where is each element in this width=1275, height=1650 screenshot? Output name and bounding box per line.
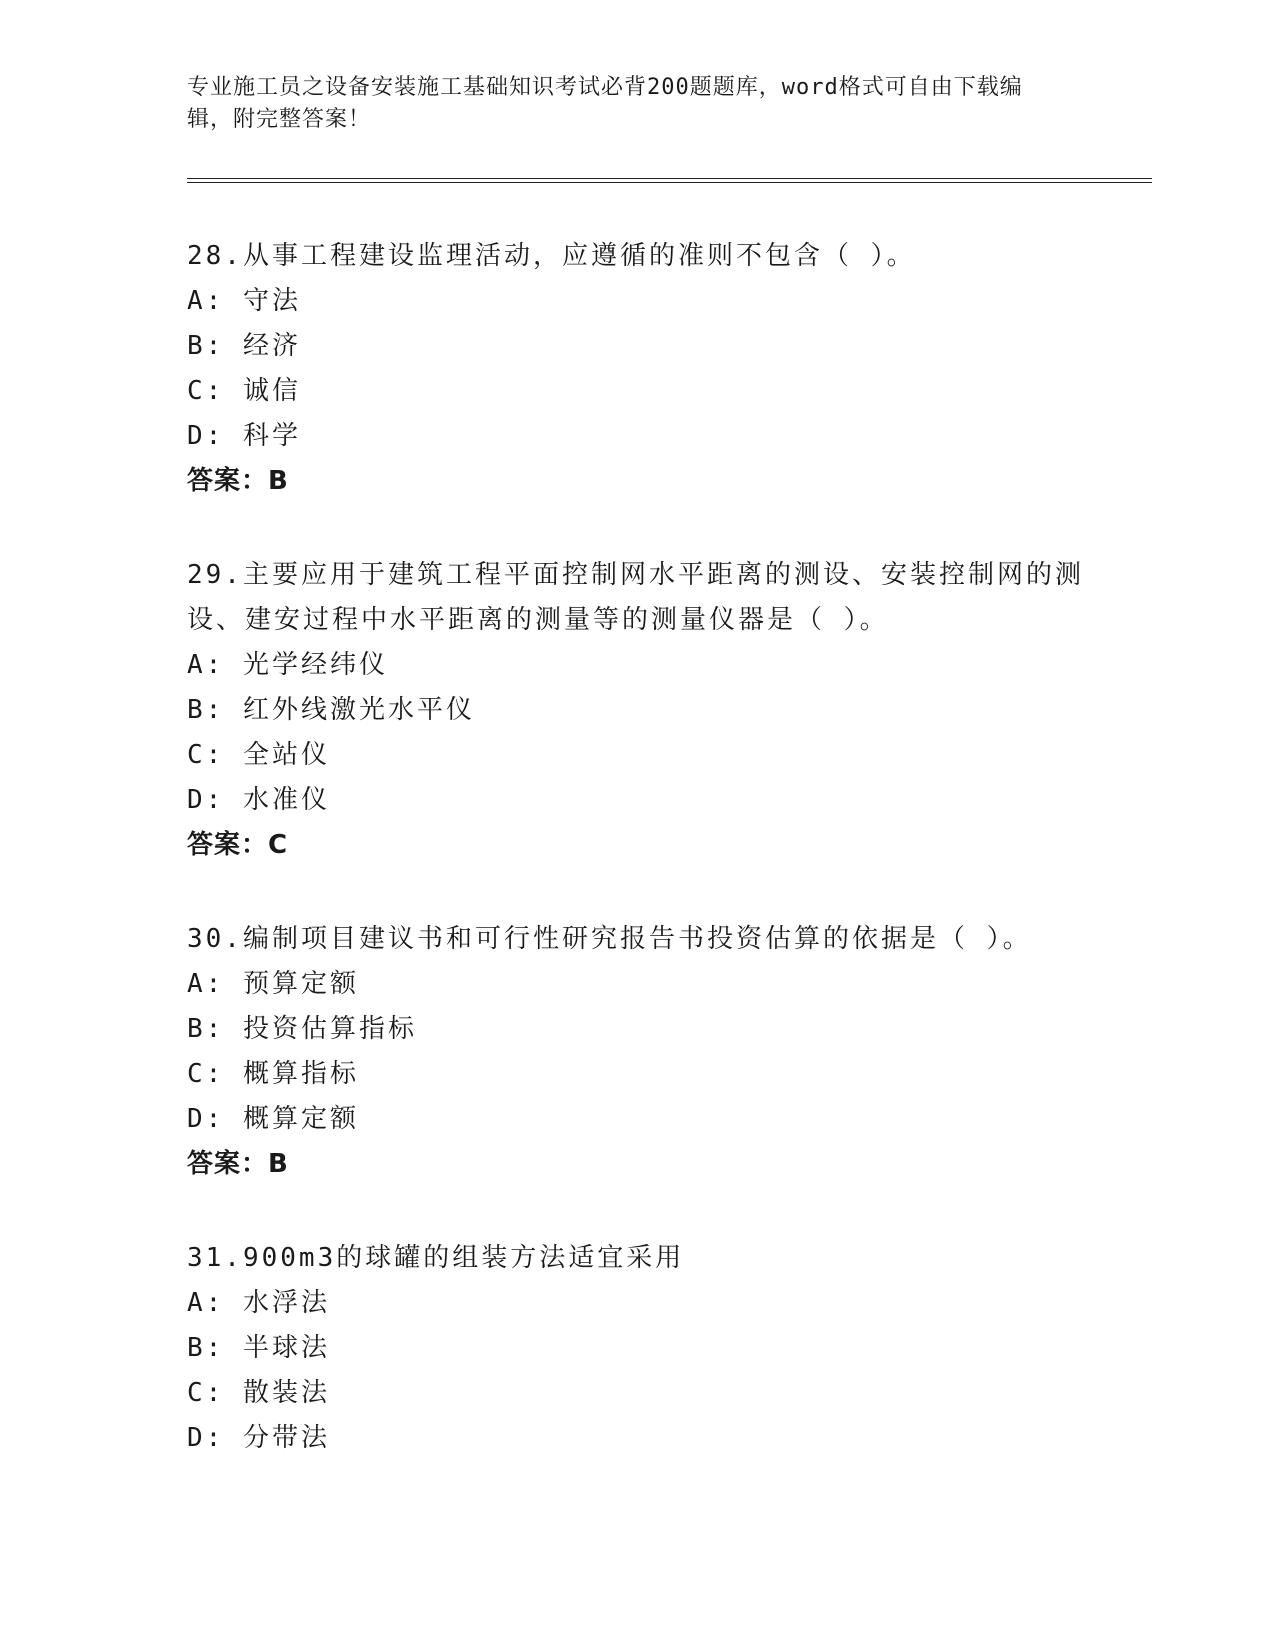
answer-line: 答案：C: [187, 830, 289, 860]
question-stem: 31.900m3的球罐的组装方法适宜采用: [187, 1243, 685, 1273]
option-d: D: 水准仪: [187, 785, 330, 815]
option-d: D: 分带法: [187, 1423, 330, 1453]
option-a: A: 守法: [187, 286, 301, 316]
option-c: C: 概算指标: [187, 1059, 359, 1089]
option-a: A: 水浮法: [187, 1288, 330, 1318]
question-31: [187, 1236, 1087, 1461]
option-b: B: 投资估算指标: [187, 1014, 417, 1044]
header-rule-bottom: [187, 182, 1152, 183]
option-b: B: 红外线激光水平仪: [187, 695, 475, 725]
option-a: A: 光学经纬仪: [187, 650, 388, 680]
option-a: A: 预算定额: [187, 969, 359, 999]
question-stem: 28.从事工程建设监理活动，应遵循的准则不包含（ ）。: [187, 241, 916, 271]
option-b: B: 经济: [187, 331, 301, 361]
option-c: C: 全站仪: [187, 740, 330, 770]
question-stem: 29.主要应用于建筑工程平面控制网水平距离的测设、安装控制网的测设、建安过程中水平距离的测量等的测量仪器是（ ）。: [187, 560, 1084, 635]
option-d: D: 科学: [187, 421, 301, 451]
question-28: [187, 234, 1087, 504]
option-b: B: 半球法: [187, 1333, 330, 1363]
document-header: 专业施工员之设备安装施工基础知识考试必背200题题库，word格式可自由下载编辑，附完整答案！: [187, 75, 1023, 132]
option-c: C: 散装法: [187, 1378, 330, 1408]
answer-line: 答案：B: [187, 466, 289, 496]
header-rule-top: [187, 178, 1152, 179]
question-30: [187, 917, 1087, 1187]
question-stem: 30.编制项目建议书和可行性研究报告书投资估算的依据是（ ）。: [187, 924, 1032, 954]
answer-line: 答案：B: [187, 1149, 289, 1179]
question-29: [187, 553, 1087, 868]
option-c: C: 诚信: [187, 376, 301, 406]
option-d: D: 概算定额: [187, 1104, 359, 1134]
